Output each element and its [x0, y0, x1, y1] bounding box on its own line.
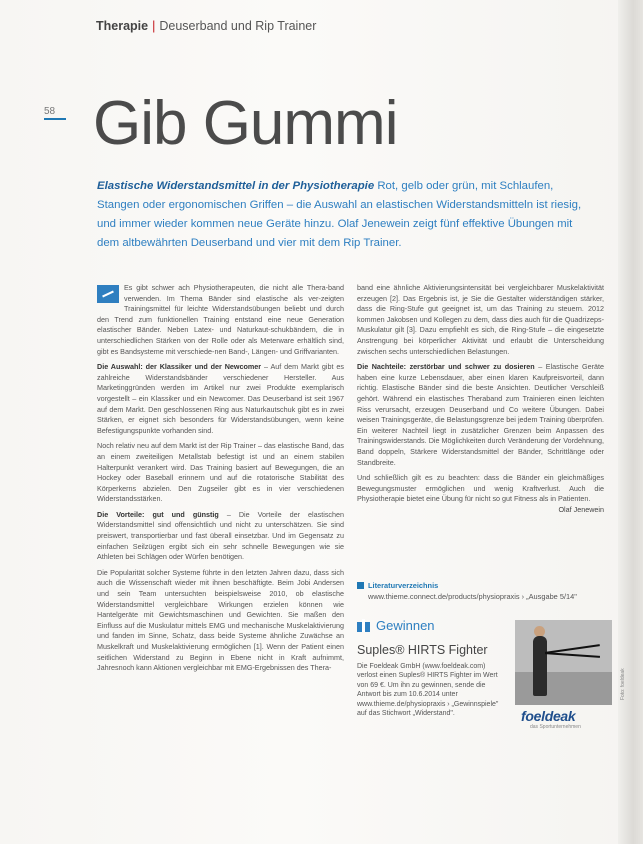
literature-heading	[357, 580, 607, 591]
subheading-auswahl: Die Auswahl: der Klassiker und der Newcomer	[97, 362, 262, 372]
paragraph-vorteile	[97, 510, 344, 563]
page-number: 58	[44, 106, 66, 120]
left-column	[97, 283, 344, 679]
lead-emphasis: Elastische Widerstandsmittel in der Physiotherapie	[97, 180, 375, 192]
paragraph-fazit	[357, 473, 604, 515]
right-column	[357, 283, 604, 520]
logo-subline: das Sportunternehmen	[530, 724, 581, 730]
section-header	[96, 19, 316, 33]
literature-heading-text: Literaturverzeichnis	[368, 581, 439, 590]
photo-person	[533, 636, 547, 696]
intro-text: Es gibt schwer ach Physiotherapeuten, die nicht alle Thera-band verwenden. Im Thema Bänder sind elastische als ver-zeigten Trainingsmittel für leichte Widerstandsübungen beliebt und durch den Trend zum funktionellen Training entstand eine neue Generation elastischer Bänder. Neben Latex- und Naturkaut-schukbändern, die in unterschiedlichen Stärken von der Rolle oder als Meterware erhältlich sind, gibt es Bandsysteme mit verschiede-nen Band-, Längen- und Griffvarianten.	[97, 283, 344, 356]
photo-floor	[515, 672, 612, 705]
paragraph-vorteile-text: – Die Vorteile der elastischen Widerstandsmittel sind offensichtlich und nicht zu unterschätzen. Sie sind preiswert, transportierbar und fast überall einsetzbar. Und im Gegensatz zu einfachen Seilzügen ergibt sich ein sehr schnelle Bewegungen wie sie Athleten bei Schlägen oder Würfen benötigen.	[97, 509, 344, 562]
section-label: Therapie	[96, 19, 149, 33]
giveaway-heading-text: Gewinnen	[376, 618, 435, 633]
literature-link[interactable]: www.thieme.connect.de/products/physiopraxis › „Ausgabe 5/14"	[368, 592, 577, 601]
product-photo	[515, 620, 612, 705]
photo-credit: Foto: foeldeak	[620, 668, 626, 700]
page-gutter-shadow	[618, 0, 643, 844]
foeldeak-logo: foeldeak	[521, 708, 576, 724]
paragraph-nachteile-text: – Elastische Geräte haben eine kurze Lebensdauer, aber einen klaren Kaufpreisvorteil, dann richtig. Elastische Bänder sind die beste Ansichten. Deutlicher Verschleiß gehört. Während ein elastisches Theraband zum Trainieren einen leichten Riss verursacht, erzeugen Deuserband und Co weitere Übungen. Dabei weisen Trainingsgeräte, die Belastungsgrenze bei jedem Training überprüfen. Ein weiterer Nachteil liegt in zusätzlicher Grenzen beim Anpassen des Trainingswiderstands. Die Möglichkeiten durch Veränderung der Vordehnung, Band doppeln, Stärkere Widerstandsmittel der Bänder, Schrittlänge oder Standbreite.	[357, 362, 604, 467]
giveaway-text: Die Foeldeak GmbH (www.foeldeak.com) verlost einen Suples® HIRTS Fighter im Wert von 69 €. Um ihn zu gewinnen, sende die Antwort bis zum 10.6.2014 unter www.thieme.de/physiopraxis › „Gewinnspiele" auf das Stichwort „Widerstand".	[357, 663, 499, 718]
literature-box	[357, 580, 607, 602]
paragraph-aktivierung: band eine ähnliche Aktivierungsintensität bei vergleichbarer Muskelaktivität erzeugen [2]. Das Ergebnis ist, je Sie die Gestalter widerständigen stärker, dass die Ring-Stufe gut geeignet ist, um das Training zu steuern. 2012 kommen Jakobsen und Kollegen zu dem, dass dies auch für die Quadrizeps-Muskulatur gilt [3]. Dazu empfiehlt es sich, die Ring-Stufe – die eingesetzte Anstrengung bei körperlicher Aktivität und erlaubt die Unterscheidung zwischen sechs unterschiedlichen Belastungen.	[357, 283, 604, 356]
article-title: Gib Gummi	[93, 89, 398, 158]
gift-icon	[357, 619, 370, 632]
intro-paragraph	[97, 283, 344, 357]
paragraph-auswahl	[97, 362, 344, 436]
subheading-nachteile: Die Nachteile: zerstörbar und schwer zu dosieren	[357, 362, 535, 372]
paragraph-rip-trainer: Noch relativ neu auf dem Markt ist der Rip Trainer – das elastische Band, das an einem zweiteiligen Metallstab befestigt ist und an einem stabilen Halterpunkt verankert wird. Das Training basiert auf Bewegungen, die an Hockey oder Baseball erinnern und auf die rotatorische Stabilität des Körperkerns abzielen. Den Zugseiler gibt es in vier verschiedenen Widerstandsstärken.	[97, 441, 344, 504]
subheading-vorteile: Die Vorteile: gut und günstig	[97, 509, 219, 519]
paragraph-fazit-text: Und schließlich gilt es zu beachten: dass die Bänder ein gleichmäßiges Bewegungsmuster ermöglichen und wenig Kraftverlust. Auch die Physiotherapie bietet eine Übung für nicht so gut Fitness als in Patienten.	[357, 473, 604, 504]
section-topic: Deuserband und Rip Trainer	[159, 19, 317, 33]
paragraph-nachteile	[357, 362, 604, 468]
paragraph-studien: Die Popularität solcher Systeme führte in den letzten Jahren dazu, dass sich auch die Wissenschaft wieder mit ihnen beschäftigte. Beim Jobi Andersen und sein Team untersuchten beispielsweise 2010, ob elastische Widerstandsmittel vergleichbare Wirkungen erzielen können wie Hantelgeräte mit Gewichtsmaschinen und Gewichten. Sie maßen den Einfluss auf die Muskulatur mittels EMG und mechanische Muskelaktivierung und fanden im Sinne, Schatz, dass beide Systeme ähnliche Zuwächse an Muskelkraft und Muskelaktivierung ermöglichen [1]. Wenn der Patient einen seitlichen Widerstand zu Beginn in Ebene nicht in Kraft aufnimmt, Jahresnoch kann Aktionen vergleichbar mit EMG-Ergebnissen des Thera-	[97, 567, 344, 673]
literature-square-icon	[357, 582, 364, 589]
article-lead	[97, 177, 597, 253]
article-start-icon	[97, 285, 119, 303]
paragraph-auswahl-text: – Auf dem Markt gibt es zahlreiche Widerstandsbänder verschiedener Hersteller. Aus Marketinggründen werden im Artikel nur zwei Produkte exemplarisch vorgestellt – ein Klassiker und ein Newcomer. Das Deuserband ist seit 1967 auf dem Markt. Den geschlossenen Ring aus Naturkautschuk gibt es in zwei Stärken, er eignet sich besonders für Widerstandsübungen, wenn keine Befestigungspunkte vorhanden sind.	[97, 362, 344, 435]
header-separator: |	[152, 19, 156, 33]
author-name: Olaf Jenewein	[558, 504, 604, 514]
giveaway-product: Suples® HIRTS Fighter	[357, 643, 488, 657]
lead-text: Rot, gelb oder grün, mit Schlaufen, Stangen oder ergonomischen Griffen – die Auswahl an elastischen Widerstandsmitteln ist riesig, und immer wieder kommen neue Geräte hinzu. Olaf Jenewein zeigt fünf effektive Übungen mit dem altbewährten Deuserband und vier mit dem Rip Trainer.	[97, 180, 582, 249]
